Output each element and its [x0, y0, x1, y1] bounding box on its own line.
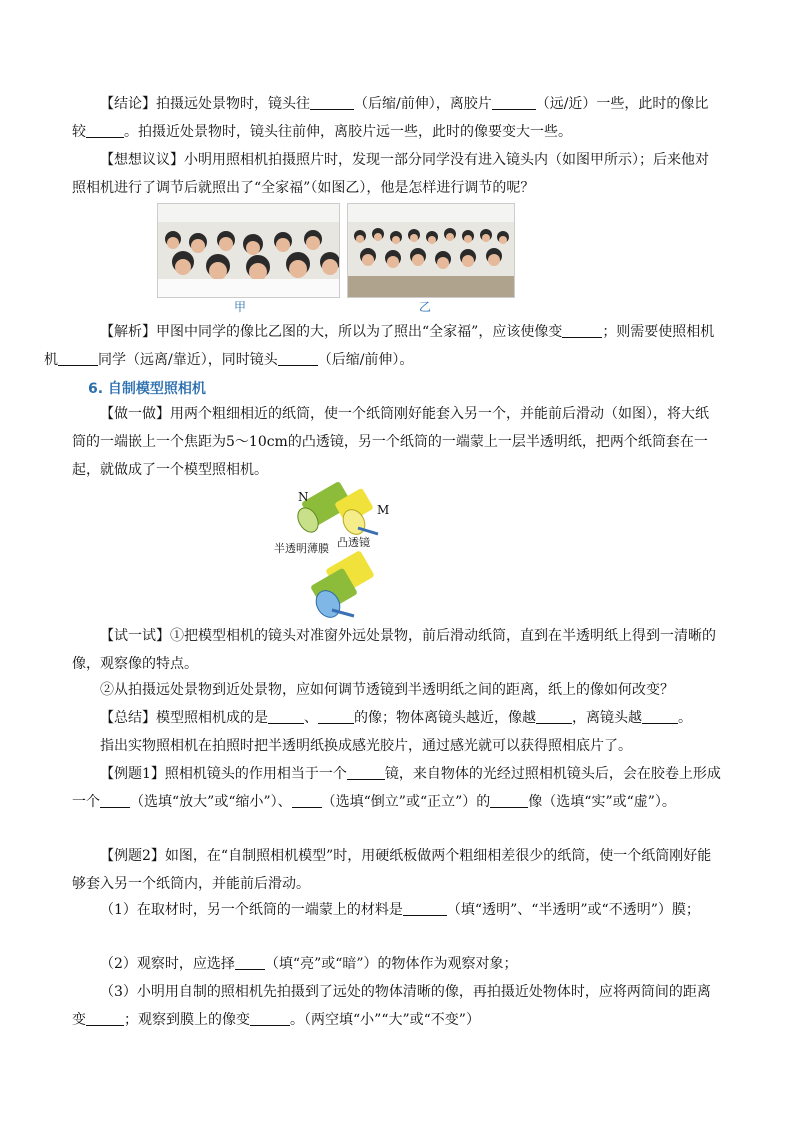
caption-a: 甲	[234, 300, 247, 314]
example-1-paragraph: 【例题1】照相机镜头的作用相当于一个 镜，来自物体的光经过照相机镜头后，会在胶卷上形成一个 （选填“放大”或“缩小”）、 （选填“倒立”或“正立”）的 像（选填“实”或“虚”）。	[72, 766, 721, 810]
caption-b: 乙	[419, 300, 432, 314]
do-it-paragraph: 【做一做】用两个粗细相近的纸筒，使一个纸筒刚好能套入另一个，并能前后滑动（如图），将大纸筒的一端嵌上一个焦距为5～10cm的凸透镜，另一个纸筒的一端蒙上一层半透明纸，把两个纸筒套在一起，就做成了一个模型照相机。	[72, 406, 709, 478]
conclusion-paragraph: 【结论】拍摄远处景物时，镜头往 （后缩/前伸），离胶片 （远/近）一些，此时的像比 较 。拍摄近处景物时，镜头往前伸，离胶片远一些，此时的像要变大一些。	[72, 96, 709, 140]
example-2-q2: （2）观察时，应选择 （填“亮”或“暗”）的物体作为观察对象；	[100, 956, 518, 972]
question-2-paragraph: ②从拍摄远处景物到近处景物，应如何调节透镜到半透明纸之间的距离，纸上的像如何改变？	[100, 682, 674, 698]
section-heading-6: 6. 自制模型照相机	[88, 381, 206, 397]
label-N: N	[298, 490, 309, 504]
label-film: 半透明薄膜	[274, 542, 329, 555]
try-it-paragraph: 【试一试】①把模型相机的镜头对准窗外远处景物，前后滑动纸筒，直到在半透明纸上得到一清晰的像，观察像的特点。	[72, 628, 716, 672]
label-M: M	[377, 503, 390, 517]
note-paragraph: 指出实物照相机在拍照时把半透明纸换成感光胶片，通过感光就可以获得照相底片了。	[100, 738, 632, 754]
discussion-paragraph: 【想想议议】小明用照相机拍摄照片时，发现一部分同学没有进入镜头内（如图甲所示）；后来他对照相机进行了调节后就照出了“全家福”（如图乙），他是怎样进行调节的呢？	[72, 152, 709, 196]
example-2-q1: （1）在取材时，另一个纸筒的一端蒙上的材料是 （填“透明”、“半透明”或“不透明”）膜；	[100, 902, 700, 918]
label-lens: 凸透镜	[337, 536, 370, 549]
class-photo-a	[157, 203, 340, 298]
example-2-q3: （3）小明用自制的照相机先拍摄到了远处的物体清晰的像，再拍摄近处物体时，应将两筒间的距离变 ；观察到膜上的像变 。（两空填“小”“大”或“不变”）	[72, 984, 711, 1028]
example-2-paragraph: 【例题2】如图，在“自制照相机模型”时，用硬纸板做两个粗细相差很少的纸筒，使一个纸筒刚好能够套入另一个纸筒内，并能前后滑动。	[72, 848, 712, 892]
summary-paragraph: 【总结】模型照相机成的是 、 的像；物体离镜头越近，像越 ，离镜头越 。	[100, 710, 692, 726]
class-photo-b	[347, 203, 515, 298]
analysis-paragraph: 【解析】甲图中同学的像比乙图的大，所以为了照出“全家福”，应该使像变 ；则需要使照相机 机 同学（远离/靠近），同时镜头 （后缩/前伸）。	[44, 324, 715, 368]
